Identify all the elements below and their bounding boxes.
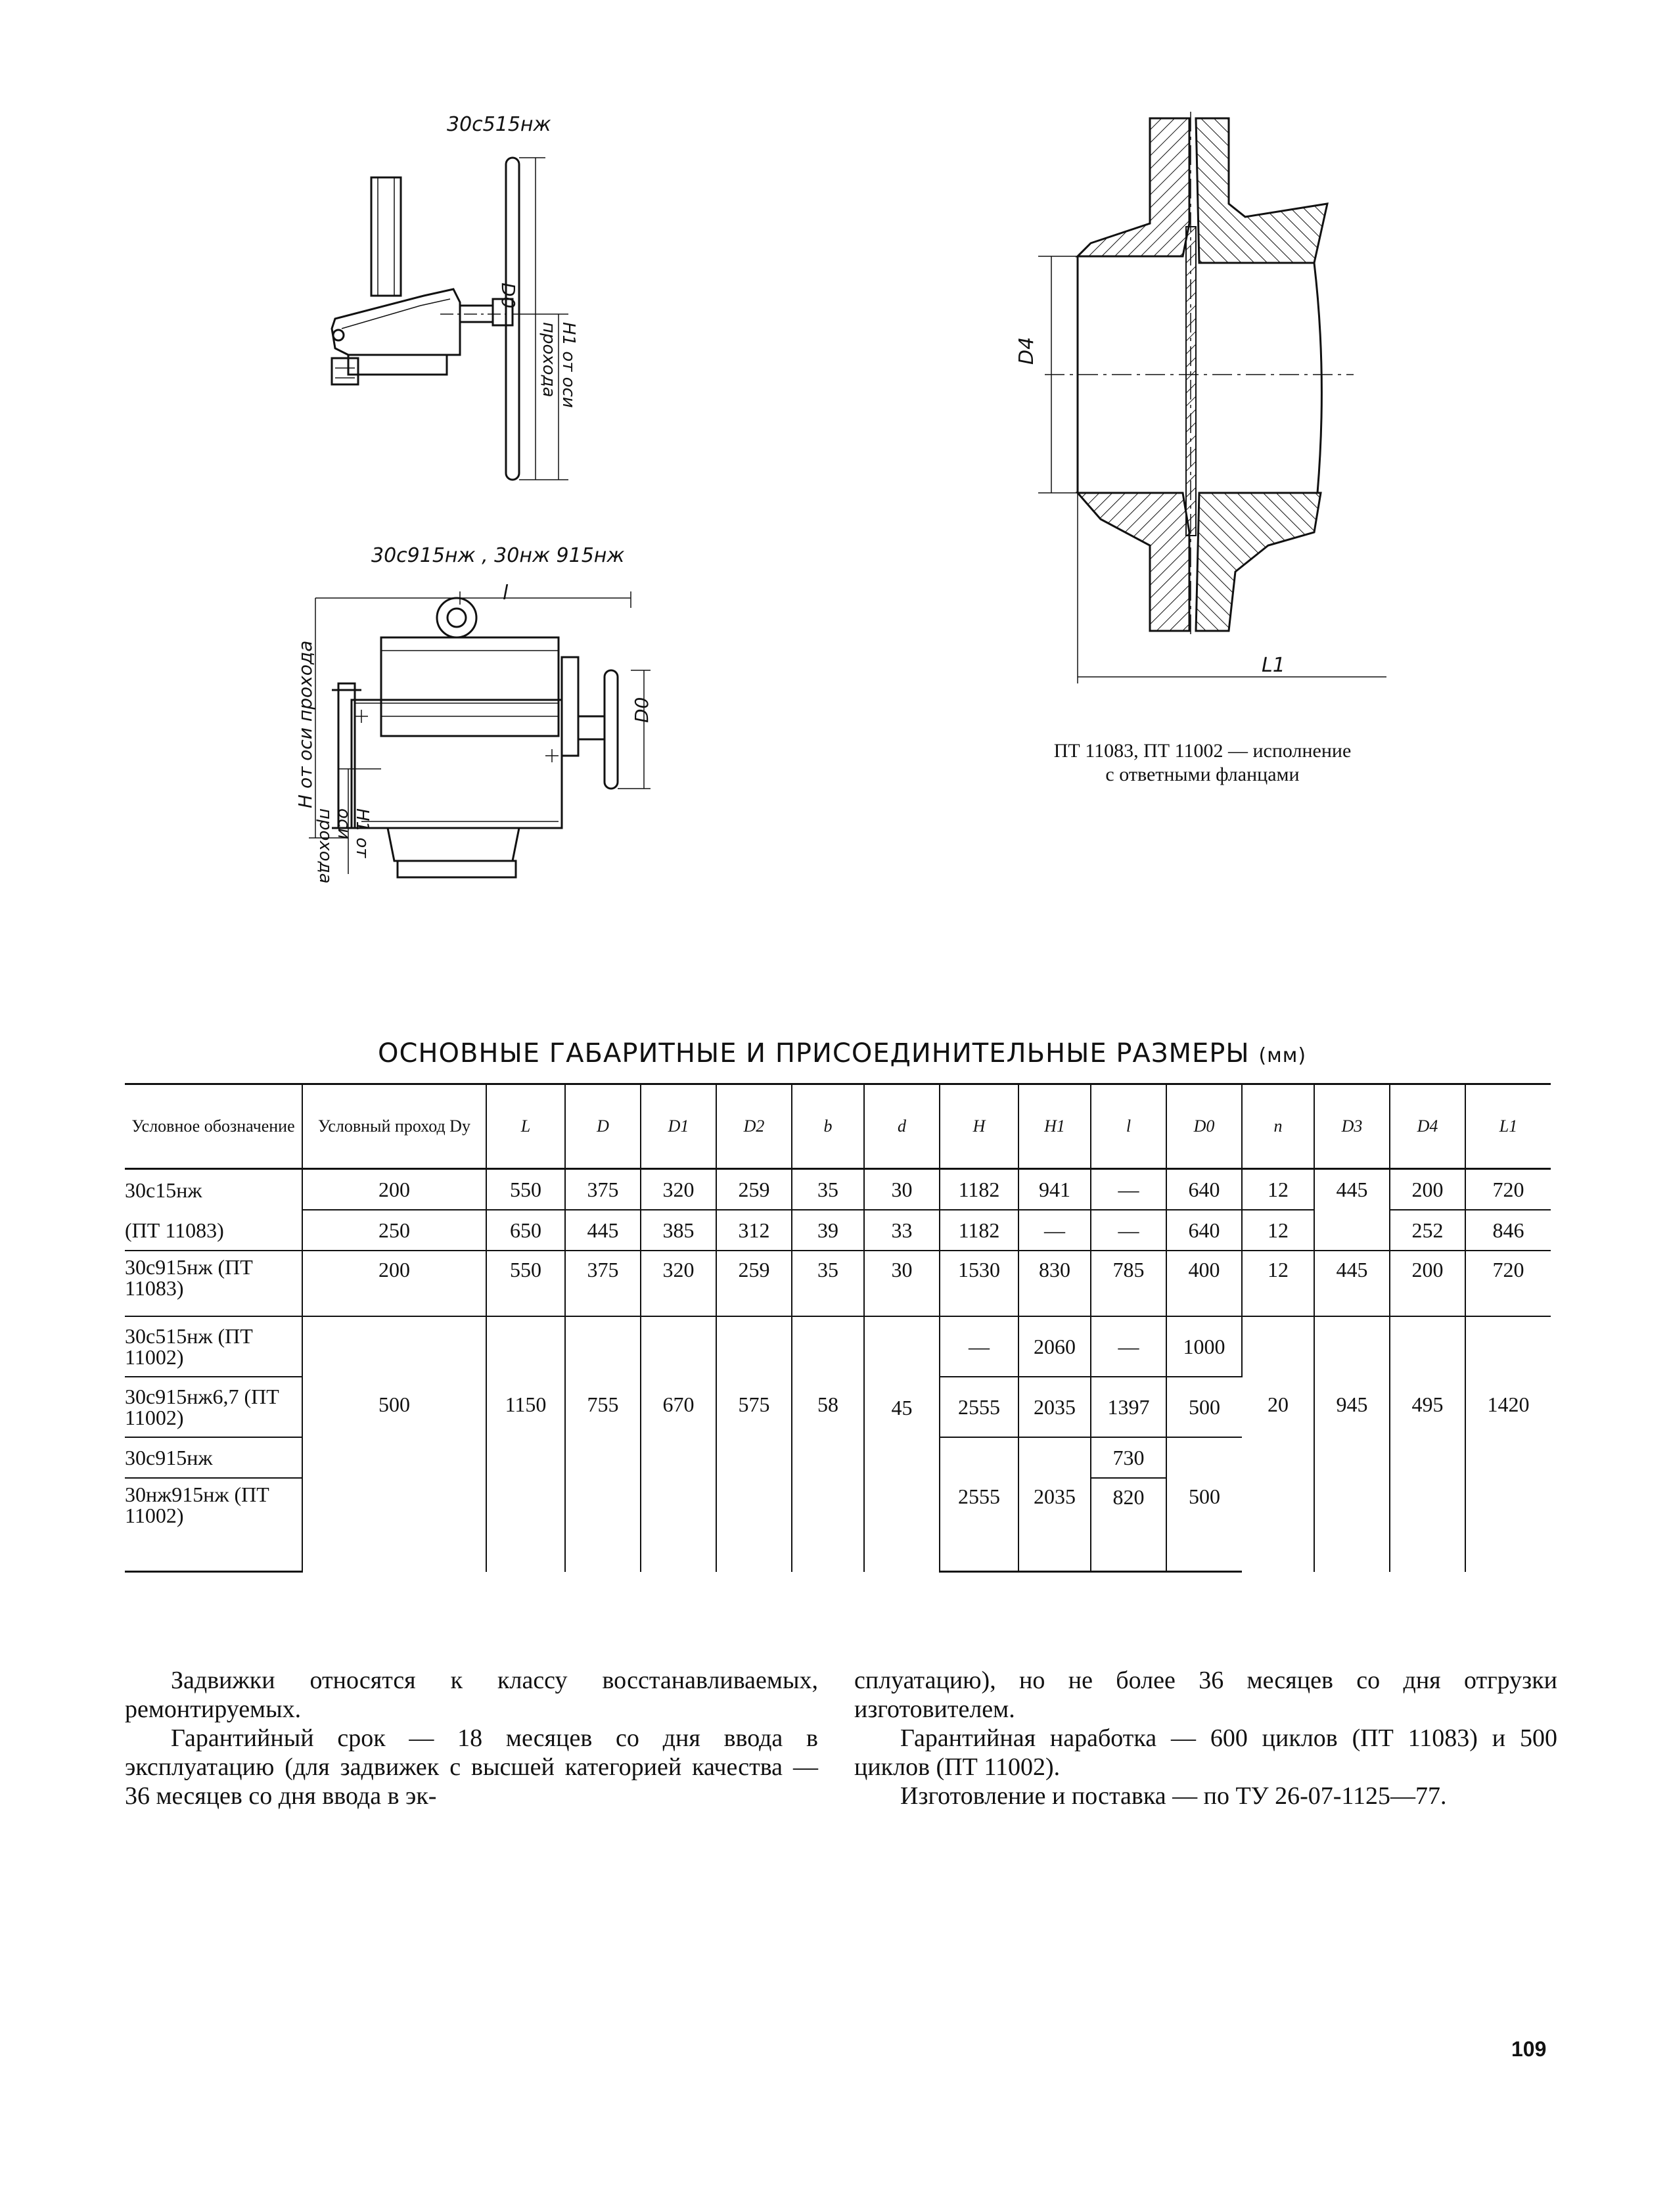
row5-l: 1397 [1091, 1377, 1166, 1437]
flange-d4-label: D4 [1015, 336, 1038, 365]
row3-b: 35 [792, 1251, 864, 1316]
valve2-h1-label: H1 от оси прохода [315, 808, 372, 884]
dimensions-table [125, 1084, 1551, 1573]
row3-d: 30 [864, 1251, 940, 1316]
big-L: 1150 [486, 1316, 565, 1572]
right-paragraph-3: Изготовление и поставка — по ТУ 26-07-1125—77. [900, 1782, 1447, 1810]
big-d: 45 [864, 1316, 940, 1572]
big-D3: 945 [1314, 1316, 1390, 1572]
flange-caption-line1: ПТ 11083, ПТ 11002 — исполнение [1053, 740, 1352, 762]
valve1-h1-label: H1 от оси прохода [539, 322, 578, 408]
big-dy: 500 [302, 1316, 486, 1572]
table-row [125, 1210, 1551, 1251]
header-H1: H1 [1018, 1084, 1091, 1169]
header-D2: D2 [716, 1084, 792, 1169]
row7-l: 820 [1091, 1478, 1166, 1531]
row3-D0: 400 [1166, 1251, 1242, 1316]
row2-H: 1182 [940, 1210, 1018, 1251]
valve1-drawing [309, 138, 585, 493]
row3-H1: 830 [1018, 1251, 1091, 1316]
row1-H1: 941 [1018, 1169, 1091, 1210]
header-b: b [792, 1084, 864, 1169]
valve2-h-label: H от оси прохода [294, 640, 316, 808]
row1-D4: 200 [1390, 1169, 1465, 1210]
header-l: l [1091, 1084, 1166, 1169]
page-number: 109 [1511, 2037, 1547, 2061]
row1-L1: 720 [1465, 1169, 1551, 1210]
table-row [125, 1169, 1551, 1210]
row3-designation: 30с915нж (ПТ 11083) [125, 1251, 302, 1316]
big-n: 20 [1242, 1316, 1314, 1572]
row1-dy: 200 [302, 1169, 486, 1210]
header-H: H [940, 1084, 1018, 1169]
row2-D2: 312 [716, 1210, 792, 1251]
valve1-label: 30с515нж [447, 113, 551, 136]
left-column-text [125, 1666, 818, 1810]
row4-H1: 2060 [1018, 1316, 1091, 1377]
header-L: L [486, 1084, 565, 1169]
left-paragraph-2: Гарантийный срок — 18 месяцев со дня ввода в эксплуатацию (для задвижек с высшей категорией качества — 36 месяцев со дня ввода в эк- [125, 1724, 818, 1810]
row2-D4: 252 [1390, 1210, 1465, 1251]
header-D4: D4 [1390, 1084, 1465, 1169]
row1-D1: 320 [641, 1169, 716, 1210]
row3-D4: 200 [1390, 1251, 1465, 1316]
valve1-d0-label: D0 [497, 283, 519, 309]
row2-b: 39 [792, 1210, 864, 1251]
row7-H1: 2035 [1018, 1478, 1091, 1531]
header-D1: D1 [641, 1084, 716, 1169]
row6-l: 730 [1091, 1437, 1166, 1478]
row4-designation: 30с515нж (ПТ 11002) [125, 1316, 302, 1377]
row1-L: 550 [486, 1169, 565, 1210]
row3-H: 1530 [940, 1251, 1018, 1316]
row3-D1: 320 [641, 1251, 716, 1316]
valve2-d0-label: D0 [631, 697, 652, 723]
row2-d: 33 [864, 1210, 940, 1251]
row1-D0: 640 [1166, 1169, 1242, 1210]
right-paragraph-2: Гарантийная наработка — 600 циклов (ПТ 11083) и 500 циклов (ПТ 11002). [854, 1724, 1557, 1781]
big-b: 58 [792, 1316, 864, 1572]
row7-H: 2555 [940, 1478, 1018, 1531]
row4-H: — [940, 1316, 1018, 1377]
row5-D0: 500 [1166, 1377, 1242, 1437]
row3-D2: 259 [716, 1251, 792, 1316]
row3-D3: 445 [1314, 1251, 1390, 1316]
big-L1: 1420 [1487, 1393, 1530, 1417]
row2-L: 650 [486, 1210, 565, 1251]
row2-D1: 385 [641, 1210, 716, 1251]
right-column-text [854, 1666, 1557, 1810]
row7-D0: 500 [1189, 1485, 1220, 1508]
row3-l: 785 [1091, 1251, 1166, 1316]
flange-section-drawing [986, 112, 1413, 703]
row1-d: 30 [864, 1169, 940, 1210]
flange-caption [986, 739, 1419, 787]
row2-D: 445 [565, 1210, 641, 1251]
row1-D3: 445 [1314, 1169, 1390, 1210]
big-D1: 670 [641, 1316, 716, 1572]
table-title [378, 1038, 1306, 1069]
valve2-l-label: l [503, 582, 509, 605]
big-D: 755 [565, 1316, 641, 1572]
row1-designation: 30с15нж [125, 1169, 302, 1210]
row2-H1: — [1018, 1210, 1091, 1251]
header-L1: L1 [1465, 1084, 1551, 1169]
row3-n: 12 [1242, 1251, 1314, 1316]
row2-dy: 250 [302, 1210, 486, 1251]
row1-b: 35 [792, 1169, 864, 1210]
row4-l: — [1091, 1316, 1166, 1377]
row1-l: — [1091, 1169, 1166, 1210]
row3-L1: 720 [1465, 1251, 1551, 1316]
row4-D0: 1000 [1166, 1316, 1242, 1377]
flange-l1-label: L1 [1262, 654, 1285, 677]
row6-D0 [1166, 1437, 1242, 1478]
row5-H1: 2035 [1018, 1377, 1091, 1437]
row5-designation: 30с915нж6,7 (ПТ 11002) [125, 1377, 302, 1437]
row7-designation: 30нж915нж (ПТ 11002) [125, 1478, 302, 1531]
row6-designation: 30с915нж [125, 1437, 302, 1478]
row1-H: 1182 [940, 1169, 1018, 1210]
row3-dy: 200 [302, 1251, 486, 1316]
table-row [125, 1316, 1551, 1377]
flange-caption-line2: с ответными фланцами [1105, 764, 1300, 785]
row3-L: 550 [486, 1251, 565, 1316]
row2-D0: 640 [1166, 1210, 1242, 1251]
header-nominal-bore: Условный проход Dу [302, 1084, 486, 1169]
row5-H: 2555 [940, 1377, 1018, 1437]
row2-D3 [1314, 1210, 1390, 1251]
row6-H [940, 1437, 1018, 1478]
row1-n: 12 [1242, 1169, 1314, 1210]
header-d: d [864, 1084, 940, 1169]
row1-D2: 259 [716, 1169, 792, 1210]
row2-L1: 846 [1465, 1210, 1551, 1251]
table-title-text: ОСНОВНЫЕ ГАБАРИТНЫЕ И ПРИСОЕДИНИТЕЛЬНЫЕ РАЗМЕРЫ [378, 1038, 1250, 1069]
row2-n: 12 [1242, 1210, 1314, 1251]
row1-D: 375 [565, 1169, 641, 1210]
table-header-row [125, 1084, 1551, 1169]
row6-H1 [1018, 1437, 1091, 1478]
big-D4: 495 [1390, 1316, 1465, 1572]
header-D3: D3 [1314, 1084, 1390, 1169]
big-D2: 575 [716, 1316, 792, 1572]
header-D0: D0 [1166, 1084, 1242, 1169]
header-designation: Условное обозначение [125, 1084, 302, 1169]
table-title-unit: (мм) [1258, 1044, 1307, 1067]
header-D: D [565, 1084, 641, 1169]
row2-designation: (ПТ 11083) [125, 1210, 302, 1251]
table-row [125, 1251, 1551, 1316]
left-paragraph-1: Задвижки относятся к классу восстанавливаемых, ремонтируемых. [125, 1667, 818, 1723]
row3-D: 375 [565, 1251, 641, 1316]
header-n: n [1242, 1084, 1314, 1169]
right-paragraph-1: сплуатацию), но не более 36 месяцев со дня отгрузки изготовителем. [854, 1667, 1557, 1723]
valve2-label: 30с915нж , 30нж 915нж [371, 544, 625, 567]
row2-l: — [1091, 1210, 1166, 1251]
